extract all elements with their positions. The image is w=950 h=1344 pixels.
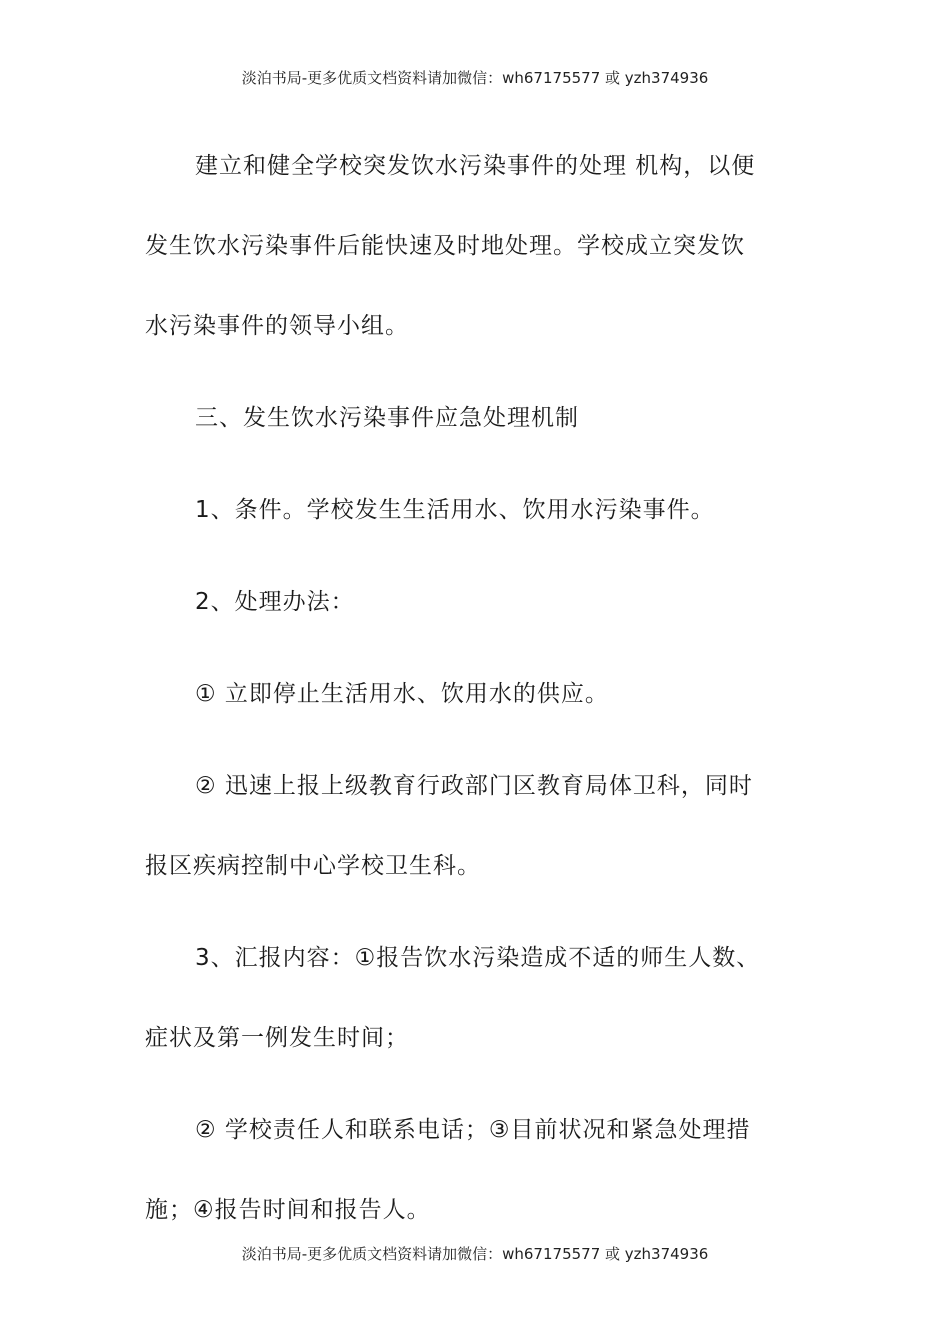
item-3-line-2: 症状及第一例发生时间； [145,1025,409,1051]
step-2-line-1: ② 迅速上报上级教育行政部门区教育局体卫科，同时 [195,773,753,799]
page-footer-watermark: 淡泊书局-更多优质文档资料请加微信：wh67175577 或 yzh374936 [241,1245,709,1263]
document-body [145,126,805,1250]
item-3b-line-1: ② 学校责任人和联系电话；③目前状况和紧急处理措 [195,1117,751,1143]
paragraph-1-line-3: 水污染事件的领导小组。 [145,313,409,339]
paragraph-1-line-1: 建立和健全学校突发饮水污染事件的处理 机构，以便 [195,153,756,179]
item-3-line-1: 3、汇报内容：①报告饮水污染造成不适的师生人数、 [195,945,761,971]
item-2-handling-method: 2、处理办法： [195,589,355,615]
page-header-watermark: 淡泊书局-更多优质文档资料请加微信：wh67175577 或 yzh374936 [241,69,709,87]
step-1-stop-water: ① 立即停止生活用水、饮用水的供应。 [195,681,609,707]
paragraph-1-line-2: 发生饮水污染事件后能快速及时地处理。学校成立突发饮 [145,233,745,259]
section-heading: 三、发生饮水污染事件应急处理机制 [195,405,579,431]
step-2-line-2: 报区疾病控制中心学校卫生科。 [145,853,481,879]
item-3b-line-2: 施；④报告时间和报告人。 [145,1197,431,1223]
item-1-condition: 1、条件。学校发生生活用水、饮用水污染事件。 [195,497,715,523]
